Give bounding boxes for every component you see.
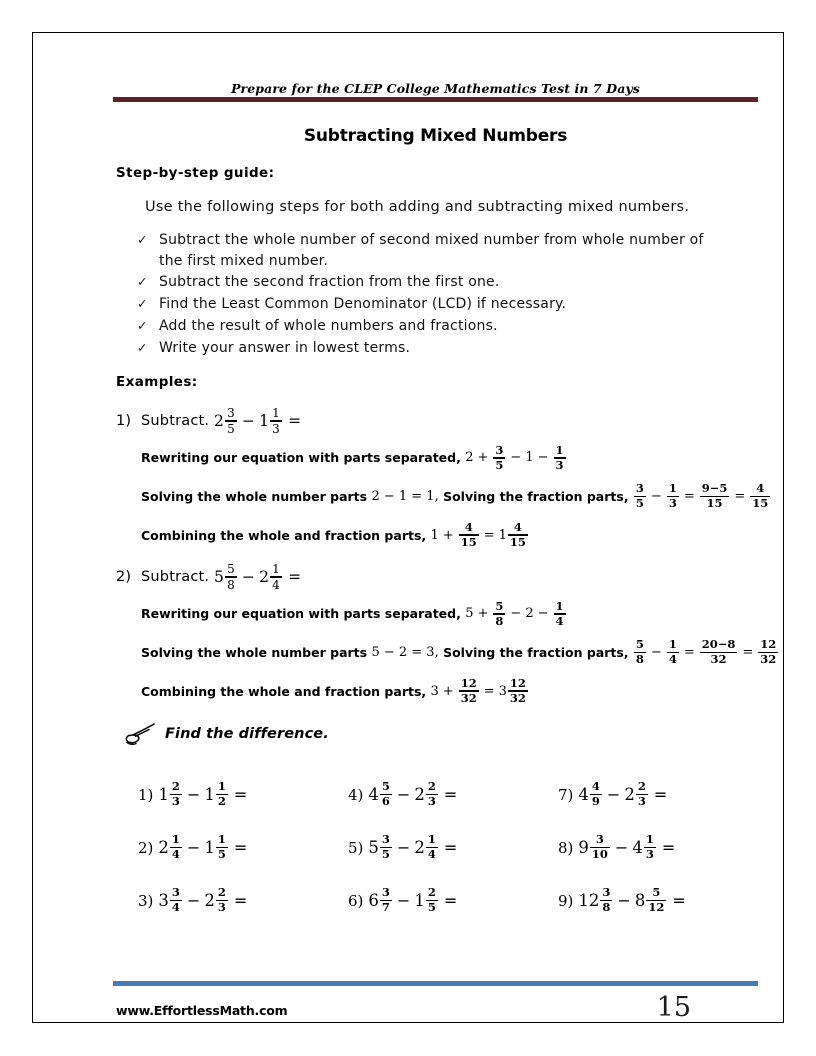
whole-number: 2 xyxy=(204,891,215,910)
footer-rule xyxy=(113,981,758,986)
fraction-numerator: 12 xyxy=(760,637,777,652)
fraction-denominator: 3 xyxy=(171,794,180,809)
whole-number: 2 xyxy=(414,785,425,804)
fraction-denominator: 15 xyxy=(752,496,769,511)
example-step-solving xyxy=(141,637,777,667)
fraction-numerator: 5 xyxy=(635,637,644,652)
example-step-combining xyxy=(141,519,766,549)
equals-sign: = xyxy=(648,785,668,804)
practice-problem xyxy=(558,821,758,874)
equals-sign: = xyxy=(228,838,248,857)
whole-number-solution: 5 − 2 = 3, xyxy=(371,644,439,660)
fraction-numerator: 12 xyxy=(509,675,526,690)
fraction-denominator: 3 xyxy=(668,496,677,511)
page-number: 15 xyxy=(656,992,691,1023)
mixed-fraction xyxy=(216,887,228,914)
fraction-numerator: 5 xyxy=(227,562,235,576)
whole-number: 1 xyxy=(158,785,169,804)
plus-operator: + xyxy=(442,527,454,543)
fraction-numerator: 3 xyxy=(635,481,644,496)
example-step-rewriting xyxy=(141,442,766,472)
whole-number: 5 xyxy=(368,838,379,857)
fraction-numerator: 3 xyxy=(381,885,390,900)
fraction xyxy=(459,519,479,549)
fraction xyxy=(493,598,505,628)
fraction-denominator: 32 xyxy=(710,652,727,667)
fraction-numerator: 3 xyxy=(227,406,235,420)
running-header: Prepare for the CLEP College Mathematics Test in 7 Days xyxy=(231,81,640,96)
mixed-fraction xyxy=(170,781,182,808)
whole-number: 3 xyxy=(430,683,439,699)
fraction-numerator: 1 xyxy=(427,832,436,847)
practice-problem xyxy=(138,874,348,927)
minus-operator: − xyxy=(396,891,411,910)
check-icon: ✓ xyxy=(137,317,148,333)
whole-number: 1 xyxy=(204,838,215,857)
minus-operator: − xyxy=(241,567,256,586)
fraction-numerator: 1 xyxy=(272,406,281,420)
guide-check-item-label: Write your answer in lowest terms. xyxy=(159,339,411,356)
plus-operator: + xyxy=(477,450,489,466)
whole-number: 6 xyxy=(368,891,379,910)
whole-number: 2 xyxy=(525,606,534,622)
mixed-fraction xyxy=(590,781,602,808)
mixed-fraction xyxy=(380,781,392,808)
whole-number: 12 xyxy=(578,891,600,910)
fraction-numerator: 1 xyxy=(668,637,677,652)
whole-number: 1 xyxy=(430,527,439,543)
fraction-numerator: 2 xyxy=(427,779,436,794)
guide-intro-text: Use the following steps for both adding and subtracting mixed numbers. xyxy=(145,199,690,215)
minus-operator: − xyxy=(241,411,256,430)
find-the-difference-label: Find the difference. xyxy=(165,726,329,742)
fraction-numerator: 1 xyxy=(645,832,654,847)
check-icon: ✓ xyxy=(137,296,148,312)
equals-sign: = xyxy=(283,567,302,586)
step-text: Rewriting our equation with parts separated, xyxy=(141,450,466,466)
whole-number: 4 xyxy=(368,785,379,804)
step-text: Solving the fraction parts, xyxy=(438,644,633,660)
step-text: Solving the whole number parts xyxy=(141,644,372,660)
practice-problem-number: 4) xyxy=(348,785,364,804)
guide-check-item xyxy=(137,272,737,293)
practice-problem xyxy=(348,821,558,874)
fraction-denominator: 32 xyxy=(460,690,477,705)
mixed-fraction xyxy=(590,834,610,861)
fraction xyxy=(667,483,679,510)
fraction xyxy=(667,639,679,666)
whole-number: 1 xyxy=(525,450,534,466)
fraction xyxy=(493,442,505,472)
fraction xyxy=(758,639,778,666)
practice-problem-grid xyxy=(138,768,758,927)
whole-number: 1 xyxy=(204,785,215,804)
minus-operator: − xyxy=(510,450,522,466)
fraction-numerator: 5 xyxy=(381,779,390,794)
mixed-fraction xyxy=(426,834,438,861)
fraction-numerator: 2 xyxy=(171,779,180,794)
minus-operator: − xyxy=(537,606,549,622)
mixed-fraction xyxy=(380,834,392,861)
minus-operator: − xyxy=(186,838,201,857)
practice-problem-number: 5) xyxy=(348,838,364,857)
guide-check-item-label: Add the result of whole numbers and fractions. xyxy=(159,317,498,334)
minus-operator: − xyxy=(537,450,549,466)
mixed-fraction xyxy=(216,834,228,861)
fraction xyxy=(554,442,566,472)
whole-number-solution: 2 − 1 = 1, xyxy=(371,488,439,504)
guide-check-item xyxy=(137,294,737,315)
mixed-fraction xyxy=(270,563,282,591)
guide-check-item xyxy=(137,338,737,359)
fraction xyxy=(634,483,646,510)
fraction-numerator: 20−8 xyxy=(701,637,736,652)
equals-sign: = xyxy=(438,785,458,804)
plus-operator: + xyxy=(477,606,489,622)
equals-sign: = xyxy=(438,891,458,910)
fraction-numerator: 4 xyxy=(513,519,522,534)
practice-problem-number: 6) xyxy=(348,891,364,910)
whole-number: 9 xyxy=(578,838,589,857)
whole-number: 1 xyxy=(259,411,270,430)
practice-problem xyxy=(138,768,348,821)
fraction-numerator: 3 xyxy=(495,442,504,457)
fraction-denominator: 15 xyxy=(706,496,723,511)
fraction-denominator: 12 xyxy=(648,900,665,915)
example-step-solving xyxy=(141,481,769,511)
mixed-fraction xyxy=(426,887,438,914)
mixed-fraction xyxy=(644,834,656,861)
minus-operator: − xyxy=(510,606,522,622)
mixed-fraction xyxy=(225,563,237,591)
fraction-numerator: 2 xyxy=(427,885,436,900)
whole-number: 1 xyxy=(498,527,507,543)
minus-operator: − xyxy=(650,488,662,504)
step-by-step-guide-heading: Step-by-step guide: xyxy=(116,165,275,181)
fraction-denominator: 10 xyxy=(591,847,608,862)
fraction-denominator: 4 xyxy=(171,900,180,915)
fraction-numerator: 3 xyxy=(381,832,390,847)
fraction-denominator: 32 xyxy=(509,690,526,705)
examples-heading: Examples: xyxy=(116,374,198,390)
equals-sign: = xyxy=(742,644,754,660)
example-step-rewriting xyxy=(141,598,766,628)
mixed-fraction xyxy=(380,887,392,914)
step-text: Combining the whole and fraction parts, xyxy=(141,527,431,543)
fraction-denominator: 4 xyxy=(555,613,564,628)
minus-operator: − xyxy=(650,644,662,660)
fraction-denominator: 32 xyxy=(760,652,777,667)
fraction-denominator: 5 xyxy=(495,457,504,472)
practice-problem xyxy=(348,768,558,821)
mixed-fraction xyxy=(270,407,282,435)
quill-pen-icon xyxy=(123,722,157,746)
fraction-denominator: 4 xyxy=(668,652,677,667)
guide-check-item-label: Find the Least Common Denominator (LCD) if necessary. xyxy=(159,296,567,313)
fraction-numerator: 1 xyxy=(555,442,564,457)
equals-sign: = xyxy=(683,488,695,504)
practice-problem-number: 9) xyxy=(558,891,574,910)
fraction-numerator: 1 xyxy=(217,832,226,847)
fraction-denominator: 7 xyxy=(381,900,390,915)
fraction-numerator: 1 xyxy=(555,598,564,613)
fraction-denominator: 5 xyxy=(427,900,436,915)
fraction-numerator: 4 xyxy=(464,519,473,534)
guide-check-item xyxy=(137,316,737,337)
find-the-difference-header xyxy=(123,722,329,746)
fraction-denominator: 4 xyxy=(272,577,281,592)
whole-number: 1 xyxy=(414,891,425,910)
equals-sign: = xyxy=(667,891,686,910)
fraction-denominator: 8 xyxy=(227,577,235,592)
guide-check-item-label: Subtract the second fraction from the first one. xyxy=(159,274,500,291)
whole-number: 2 xyxy=(414,838,425,857)
step-text: Solving the whole number parts xyxy=(141,488,372,504)
fraction-denominator: 5 xyxy=(217,847,226,862)
fraction-denominator: 2 xyxy=(217,794,226,809)
guide-check-item-label: Subtract the whole number of second mixed number from whole number of the first mixed number. xyxy=(159,232,704,269)
fraction-denominator: 8 xyxy=(602,900,611,915)
fraction xyxy=(700,483,730,510)
step-text: Solving the fraction parts, xyxy=(438,488,633,504)
mixed-fraction xyxy=(600,887,612,914)
example-number: 1) xyxy=(116,412,132,429)
fraction-denominator: 3 xyxy=(645,847,654,862)
practice-problem-number: 7) xyxy=(558,785,574,804)
fraction xyxy=(459,675,479,705)
whole-number: 3 xyxy=(498,683,507,699)
example-title-row xyxy=(116,407,766,435)
whole-number: 2 xyxy=(158,838,169,857)
fraction-numerator: 2 xyxy=(637,779,646,794)
step-text: Combining the whole and fraction parts, xyxy=(141,683,431,699)
equals-sign: = xyxy=(734,488,746,504)
fraction-numerator: 4 xyxy=(591,779,600,794)
whole-number: 2 xyxy=(214,411,225,430)
mixed-fraction xyxy=(216,781,228,808)
whole-number: 4 xyxy=(578,785,589,804)
fraction-denominator: 6 xyxy=(381,794,390,809)
example-label: Subtract. xyxy=(141,412,215,429)
fraction-denominator: 3 xyxy=(555,457,564,472)
fraction-numerator: 1 xyxy=(668,481,677,496)
mixed-fraction xyxy=(426,781,438,808)
mixed-fraction xyxy=(225,407,237,435)
example-number: 2) xyxy=(116,568,132,585)
whole-number: 8 xyxy=(634,891,646,910)
fraction-denominator: 15 xyxy=(460,534,477,549)
mixed-fraction xyxy=(170,887,182,914)
example-2 xyxy=(116,562,777,705)
fraction-numerator: 3 xyxy=(602,885,611,900)
fraction xyxy=(554,598,566,628)
mixed-fraction xyxy=(646,887,666,914)
fraction-numerator: 1 xyxy=(217,779,226,794)
whole-number: 5 xyxy=(214,567,225,586)
equals-sign: = xyxy=(283,411,302,430)
practice-problem xyxy=(138,821,348,874)
practice-problem-number: 3) xyxy=(138,891,154,910)
practice-problem-number: 2) xyxy=(138,838,154,857)
step-text: Rewriting our equation with parts separated, xyxy=(141,606,466,622)
mixed-fraction xyxy=(508,519,528,549)
fraction xyxy=(700,639,738,666)
header-rule xyxy=(113,97,758,102)
fraction-numerator: 3 xyxy=(171,885,180,900)
check-icon: ✓ xyxy=(137,232,148,247)
fraction-numerator: 1 xyxy=(171,832,180,847)
whole-number: 3 xyxy=(158,891,169,910)
practice-problem xyxy=(558,874,758,927)
fraction-denominator: 4 xyxy=(171,847,180,862)
fraction-denominator: 8 xyxy=(495,613,504,628)
whole-number: 5 xyxy=(465,606,474,622)
fraction-denominator: 5 xyxy=(381,847,390,862)
fraction-denominator: 5 xyxy=(635,496,644,511)
fraction-numerator: 9−5 xyxy=(701,481,728,496)
fraction-numerator: 1 xyxy=(272,562,281,576)
guide-checklist xyxy=(137,230,737,359)
equals-sign: = xyxy=(438,838,458,857)
check-icon: ✓ xyxy=(137,339,148,355)
equals-sign: = xyxy=(483,683,495,699)
fraction-denominator: 9 xyxy=(591,794,600,809)
fraction-numerator: 12 xyxy=(460,675,477,690)
practice-problem xyxy=(558,768,758,821)
whole-number: 4 xyxy=(632,838,643,857)
fraction-denominator: 5 xyxy=(227,421,235,436)
equals-sign: = xyxy=(683,644,695,660)
footer-website-url[interactable]: www.EffortlessMath.com xyxy=(116,1003,288,1018)
fraction xyxy=(634,639,646,666)
practice-problem-number: 8) xyxy=(558,838,574,857)
minus-operator: − xyxy=(396,838,411,857)
mixed-fraction xyxy=(508,675,528,705)
fraction-numerator: 5 xyxy=(495,598,504,613)
practice-problem-number: 1) xyxy=(138,785,154,804)
fraction-numerator: 5 xyxy=(652,885,661,900)
minus-operator: − xyxy=(186,785,201,804)
minus-operator: − xyxy=(617,891,631,910)
page-frame xyxy=(32,32,784,1023)
minus-operator: − xyxy=(396,785,411,804)
fraction-numerator: 3 xyxy=(595,832,604,847)
check-icon: ✓ xyxy=(137,274,148,290)
fraction-denominator: 3 xyxy=(272,421,281,436)
mixed-fraction xyxy=(636,781,648,808)
whole-number: 2 xyxy=(259,567,270,586)
whole-number: 2 xyxy=(465,450,474,466)
mixed-fraction xyxy=(170,834,182,861)
example-step-combining xyxy=(141,675,766,705)
fraction-denominator: 15 xyxy=(509,534,526,549)
fraction-denominator: 4 xyxy=(427,847,436,862)
plus-operator: + xyxy=(442,683,454,699)
fraction-numerator: 4 xyxy=(756,481,765,496)
equals-sign: = xyxy=(656,838,676,857)
equals-sign: = xyxy=(228,785,248,804)
minus-operator: − xyxy=(186,891,201,910)
example-label: Subtract. xyxy=(141,568,215,585)
fraction-denominator: 3 xyxy=(637,794,646,809)
practice-problem xyxy=(348,874,558,927)
whole-number: 2 xyxy=(624,785,635,804)
fraction-numerator: 2 xyxy=(217,885,226,900)
page-title: Subtracting Mixed Numbers xyxy=(303,126,568,146)
fraction-denominator: 3 xyxy=(217,900,226,915)
minus-operator: − xyxy=(606,785,621,804)
fraction-denominator: 8 xyxy=(635,652,644,667)
fraction xyxy=(750,483,770,510)
fraction-denominator: 3 xyxy=(427,794,436,809)
example-1 xyxy=(116,406,769,549)
equals-sign: = xyxy=(228,891,248,910)
example-expression xyxy=(214,563,301,591)
guide-check-item xyxy=(137,230,737,271)
example-expression xyxy=(214,407,301,435)
equals-sign: = xyxy=(483,527,495,543)
minus-operator: − xyxy=(614,838,629,857)
example-title-row xyxy=(116,563,766,591)
